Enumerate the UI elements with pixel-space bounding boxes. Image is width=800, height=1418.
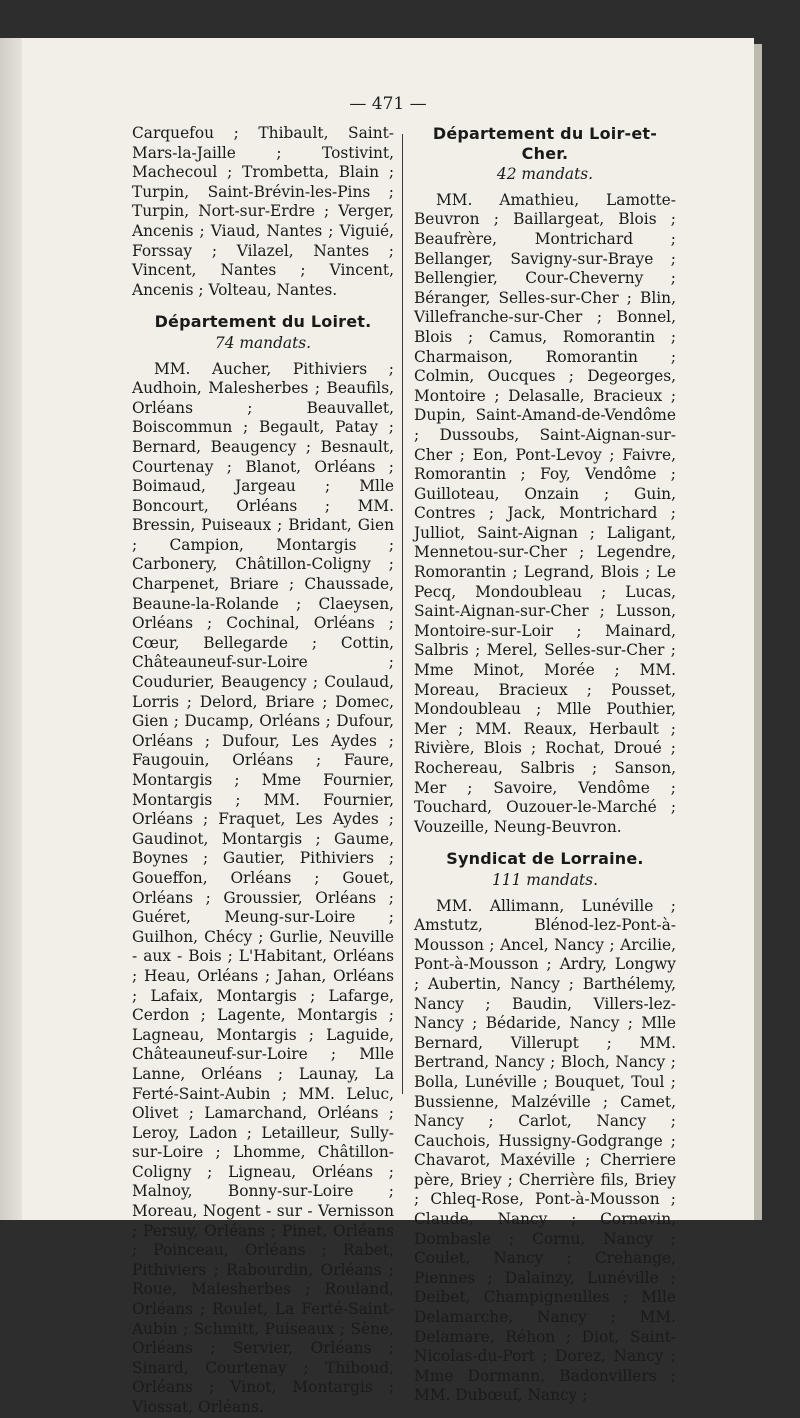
column-divider [402,134,403,1094]
lorraine-mandate-count: 111 mandats. [492,870,598,889]
loir-et-cher-mandate-count: 42 mandats. [496,165,594,184]
loiret-heading: Département du Loiret. [154,312,372,332]
lorraine-list: MM. Allimann, Lunéville ; Amstutz, Blénod-lez-Pont-à-Mousson ; Ancel, Nancy ; Arcilie, Pont-à-Mousson ; Ardry, Longwy ; Aubertin, Nancy ; Barthélemy, Nancy ; Baudin, Villers-lez-Nancy ; Bédaride, Nancy ; Mlle Bernard, Villerupt ; MM. Bertrand, Nancy ; Bloch, Nancy ; Bolla, Lunéville ; Bouquet, Toul ; Bussienne, Malzéville ; Camet, Nancy ; Carlot, Nancy ; Cauchois, Hussigny-Godgrange ; Chavarot, Maxéville ; Cherriere père, Briey ; Cherrière fils, Briey ; Chleq-Rose, Pont-à-Mousson ; Claude, Nancy ; Cornevin, Dombasle ; Cornu, Nancy ; Coulet, Nancy ; Crehange, Piennes ; Dalainzy, Lunéville ; Deibet, Champigneulles ; Mlle Delamarche, Nancy ; MM. Delamare, Réhon ; Diot, Saint-Nicolas-du-Port ; Dorez, Nancy ; Mme Dormann, Badonvillers ; MM. Dubœuf, Nancy ; [414,896,676,1405]
left-continuation-text: Carquefou ; Thibault, Saint-Mars-la-Jaille ; Tostivint, Machecoul ; Trombetta, Blain ; Turpin, Saint-Brévin-les-Pins ; Turpin, Nort-sur-Erdre ; Verger, Ancenis ; Viaud, Nantes ; Viguié, Forssay ; Vilazel, Nantes ; Vincent, Nantes ; Vincent, Ancenis ; Volteau, Nantes. [132,124,394,299]
loiret-list: MM. Aucher, Pithiviers ; Audhoin, Malesherbes ; Beaufils, Orléans ; Beauvallet, Boiscommun ; Begault, Patay ; Bernard, Beaugency ; Besnault, Courtenay ; Blanot, Orléans ; Boimaud, Jargeau ; Mlle Boncourt, Orléans ; MM. Bressin, Puiseaux ; Bridant, Gien ; Campion, Montargis ; Carbonery, Châtillon-Coligny ; Charpenet, Briare ; Chaussade, Beaune-la-Rolande ; Claeysen, Orléans ; Cochinal, Orléans ; Cœur, Bellegarde ; Cottin, Châteauneuf-sur-Loire ; Coudurier, Beaugency ; Coulaud, Lorris ; Delord, Briare ; Domec, Gien ; Ducamp, Orléans ; Dufour, Orléans ; Dufour, Les Aydes ; Faugouin, Orléans ; Faure, Montargis ; Mme Fournier, Montargis ; MM. Fournier, Orléans ; Fraquet, Les Aydes ; Gaudinot, Montargis ; Gaume, Boynes ; Gautier, Pithiviers ; Goueffon, Orléans ; Gouet, Orléans ; Groussier, Orléans ; Guéret, Meung-sur-Loire ; Guilhon, Chécy ; Gurlie, Neuville - aux - Bois ; L'Habitant, Orléans ; Heau, Orléans ; Jahan, Orléans ; Lafaix, Montargis ; Lafarge, Cerdon ; Lagente, Montargis ; Lagneau, Montargis ; Laguide, Châteauneuf-sur-Loire ; Mlle Lanne, Orléans ; Launay, La Ferté-Saint-Aubin ; MM. Leluc, Olivet ; Lamarchand, Orléans ; Leroy, Ladon ; Letailleur, Sully-sur-Loire ; Lhomme, Châtillon-Coligny ; Ligneau, Orléans ; Malnoy, Bonny-sur-Loire ; Moreau, Nogent - sur - Vernisson ; Persuy, Orléans ; Pinet, Orléans ; Poinceau, Orléans ; Rabet, Pithiviers ; Rabourdin, Orléans ; Roue, Malesherbes ; Rouland, Orléans ; Roulet, La Ferté-Saint-Aubin ; Schmitt, Puiseaux ; Sène, Orléans ; Servier, Orléans ; Sinard, Courtenay ; Thiboud, Orléans ; Vinot, Montargis ; Viossat, Orléans. [132,359,394,1416]
page-number: — 471 — [349,94,427,114]
left-column [132,124,394,1418]
loiret-mandate-count: 74 mandats. [214,333,312,352]
previous-page-edge [0,38,22,1220]
next-page-edge [754,44,762,1220]
book-page [22,38,754,1416]
loir-et-cher-heading: Département du Loir-et-Cher. [432,124,658,163]
lorraine-heading: Syndicat de Lorraine. [446,849,644,869]
right-column [414,124,676,1406]
loir-et-cher-list: MM. Amathieu, Lamotte-Beuvron ; Baillargeat, Blois ; Beaufrère, Montrichard ; Bellanger, Savigny-sur-Braye ; Bellengier, Cour-Cheverny ; Béranger, Selles-sur-Cher ; Blin, Villefranche-sur-Cher ; Bonnel, Blois ; Camus, Romorantin ; Charmaison, Romorantin ; Colmin, Oucques ; Degeorges, Montoire ; Delasalle, Bracieux ; Dupin, Saint-Amand-de-Vendôme ; Dussoubs, Saint-Aignan-sur-Cher ; Eon, Pont-Levoy ; Faivre, Romorantin ; Foy, Vendôme ; Guilloteau, Onzain ; Guin, Contres ; Jack, Montrichard ; Julliot, Saint-Aignan ; Laligant, Mennetou-sur-Cher ; Legendre, Romorantin ; Legrand, Blois ; Le Pecq, Mondoubleau ; Lucas, Saint-Aignan-sur-Cher ; Lusson, Montoire-sur-Loir ; Mainard, Salbris ; Merel, Selles-sur-Cher ; Mme Minot, Morée ; MM. Moreau, Bracieux ; Pousset, Mondoubleau ; Mlle Pouthier, Mer ; MM. Reaux, Herbault ; Rivière, Blois ; Rochat, Droué ; Rochereau, Salbris ; Sanson, Mer ; Savoire, Vendôme ; Touchard, Ouzouer-le-Marché ; Vouzeille, Neung-Beuvron. [414,190,676,836]
